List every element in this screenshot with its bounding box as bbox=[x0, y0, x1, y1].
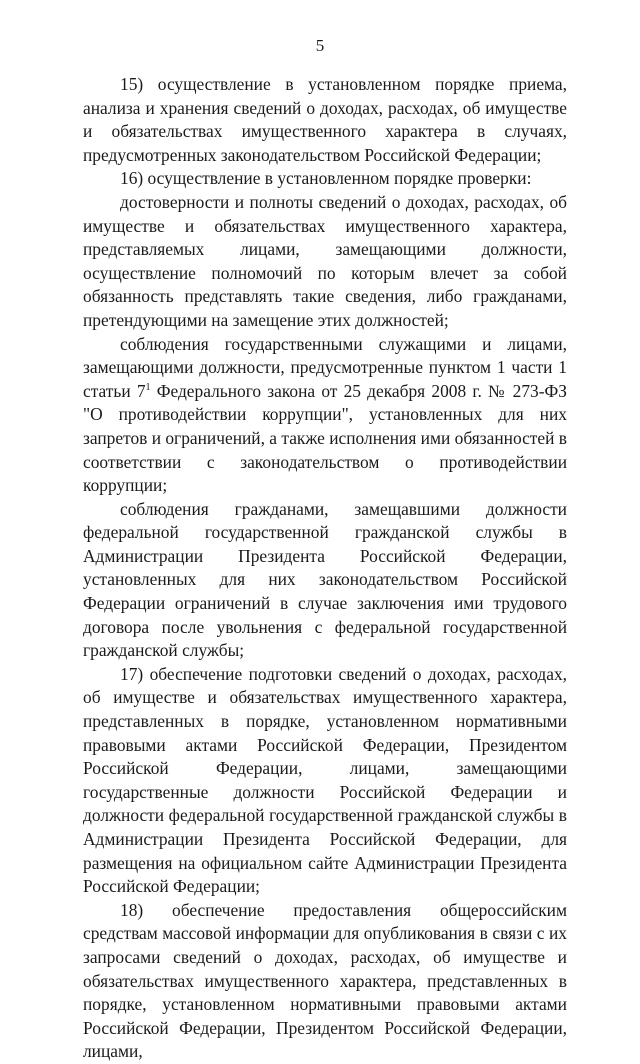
page-number: 5 bbox=[315, 36, 325, 55]
paragraph-text-after-superscript: Федерального закона от 25 декабря 2008 г. № 273-ФЗ "О противодействии коррупции", установленных для них запретов и ограничений, а также исполнения ими обязанностей в соответствии с законодательством о противодействии коррупции; bbox=[83, 380, 567, 496]
paragraph-text-before-superscript: соблюдения государственными служащими и лицами, замещающими должности, предусмотренные пунктом 1 части 1 статьи 7 bbox=[83, 333, 567, 401]
paragraph-verification-former-servants: соблюдения гражданами, замещавшими должности федеральной государственной гражданской службы в Администрации Президента Российской Федерации, установленных для них законодательством Российской Федерации ограничений в случае заключения ими трудового договора после увольнения с федеральной государственной гражданской службы; bbox=[83, 498, 567, 661]
paragraph-item-18: 18) обеспечение предоставления общероссийским средствам массовой информации для опубликования в связи с их запросами сведений о доходах, расходах, об имуществе и обязательствах имущественного характера, представленных в порядке, установленном нормативными правовыми актами Российской Федерации, Президентом Российской Федерации, лицами, bbox=[83, 899, 567, 1062]
paragraph-verification-reliability: достоверности и полноты сведений о доходах, расходах, об имуществе и обязательствах имущественного характера, представляемых лицами, замещающими должности, осуществление полномочий по которым влечет за собой обязанность представлять такие сведения, либо гражданами, претендующими на замещение этих должностей; bbox=[83, 191, 567, 330]
paragraph-item-15: 15) осуществление в установленном порядке приема, анализа и хранения сведений о доходах, расходах, об имуществе и обязательствах имущественного характера в случаях, предусмотренных законодательством Российской Федерации; bbox=[83, 74, 567, 165]
document-body bbox=[83, 73, 567, 1064]
paragraph-item-16: 16) осуществление в установленном порядке проверки: bbox=[120, 168, 532, 189]
article-superscript: 1 bbox=[145, 381, 151, 393]
paragraph-item-17: 17) обеспечение подготовки сведений о доходах, расходах, об имуществе и обязательствах имущественного характера, представленных в порядке, установленном нормативными правовыми актами Российской Федерации, Президентом Российской Федерации, лицами, замещающими государственные должности Российской Федерации и должности федеральной государственной гражданской службы в Администрации Президента Российской Федерации, для размещения на официальном сайте Администрации Президента Российской Федерации; bbox=[83, 663, 567, 897]
paragraph-verification-compliance bbox=[83, 333, 567, 498]
